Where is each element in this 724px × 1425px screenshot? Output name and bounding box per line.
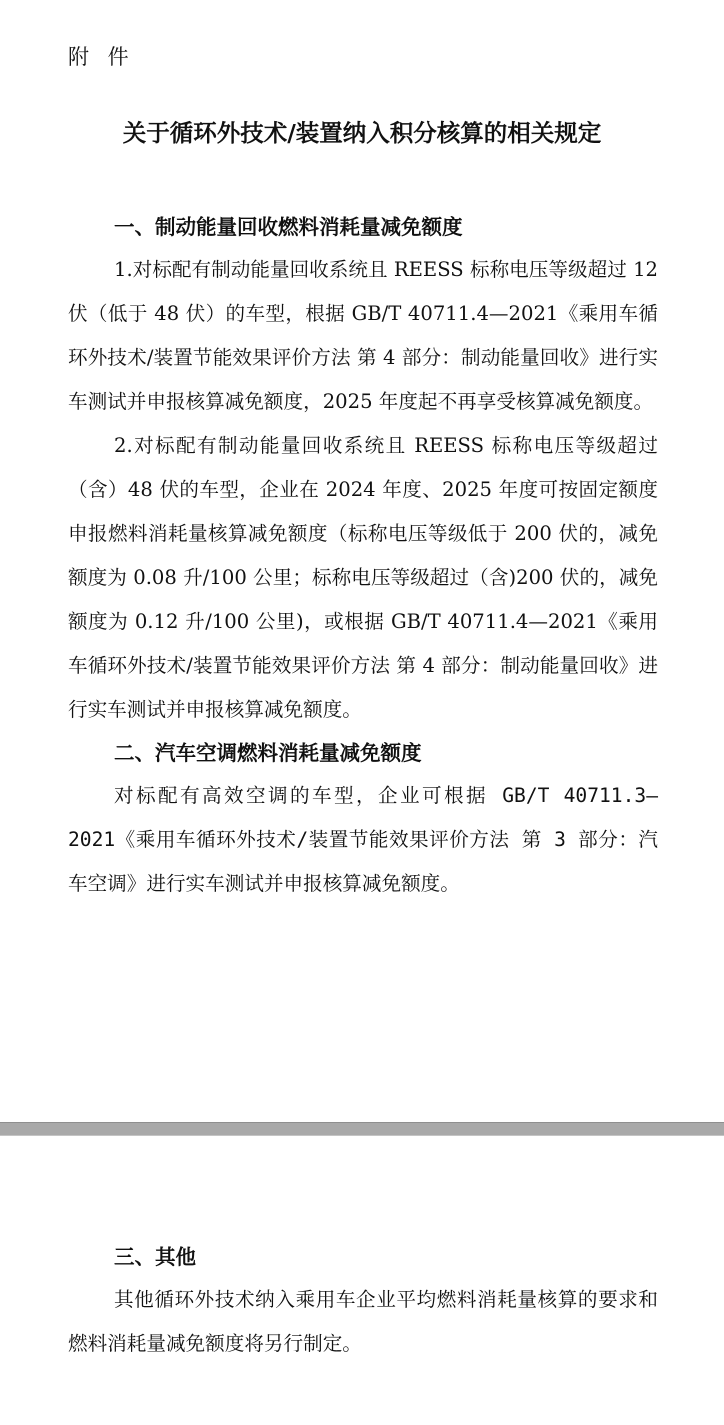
section-heading-air-conditioning: 二、汽车空调燃料消耗量减免额度 (114, 741, 422, 765)
paragraph-braking-energy-1: 1.对标配有制动能量回收系统且 REESS 标称电压等级超过 12 伏（低于 48 伏）的车型，根据 GB/T 40711.4—2021《乘用车循环外技术/装置节能效果评价方法 第 4 部分：制动能量回收》进行实车测试并申报核算减免额度，2025 年度起不再享受核算减免额度。 (68, 258, 658, 413)
paragraph-air-conditioning: 对标配有高效空调的车型，企业可根据 GB/T 40711.3—2021《乘用车循环外技术/装置节能效果评价方法 第 3 部分：汽车空调》进行实车测试并申报核算减免额度。 (68, 784, 658, 895)
document-title: 关于循环外技术/装置纳入积分核算的相关规定 (122, 119, 602, 147)
paragraph-braking-energy-2: 2.对标配有制动能量回收系统且 REESS 标称电压等级超过（含）48 伏的车型，企业在 2024 年度、2025 年度可按固定额度申报燃料消耗量核算减免额度（标称电压等级低于 200 伏的，减免额度为 0.08 升/100 公里；标称电压等级超过（含)200 伏的，减免额度为 0.12 升/100 公里)，或根据 GB/T 40711.4—2021《乘用车循环外技术/装置节能效果评价方法 第 4 部分：制动能量回收》进行实车测试并申报核算减免额度。 (68, 434, 658, 721)
section-heading-braking-energy: 一、制动能量回收燃料消耗量减免额度 (114, 215, 463, 239)
document-body-page-2 (68, 1236, 658, 1366)
document-body (68, 206, 658, 906)
attachment-label: 附 件 (68, 45, 135, 69)
section-heading-other: 三、其他 (114, 1245, 196, 1269)
page-separator (0, 1122, 724, 1136)
paragraph-other: 其他循环外技术纳入乘用车企业平均燃料消耗量核算的要求和燃料消耗量减免额度将另行制定。 (68, 1288, 658, 1355)
